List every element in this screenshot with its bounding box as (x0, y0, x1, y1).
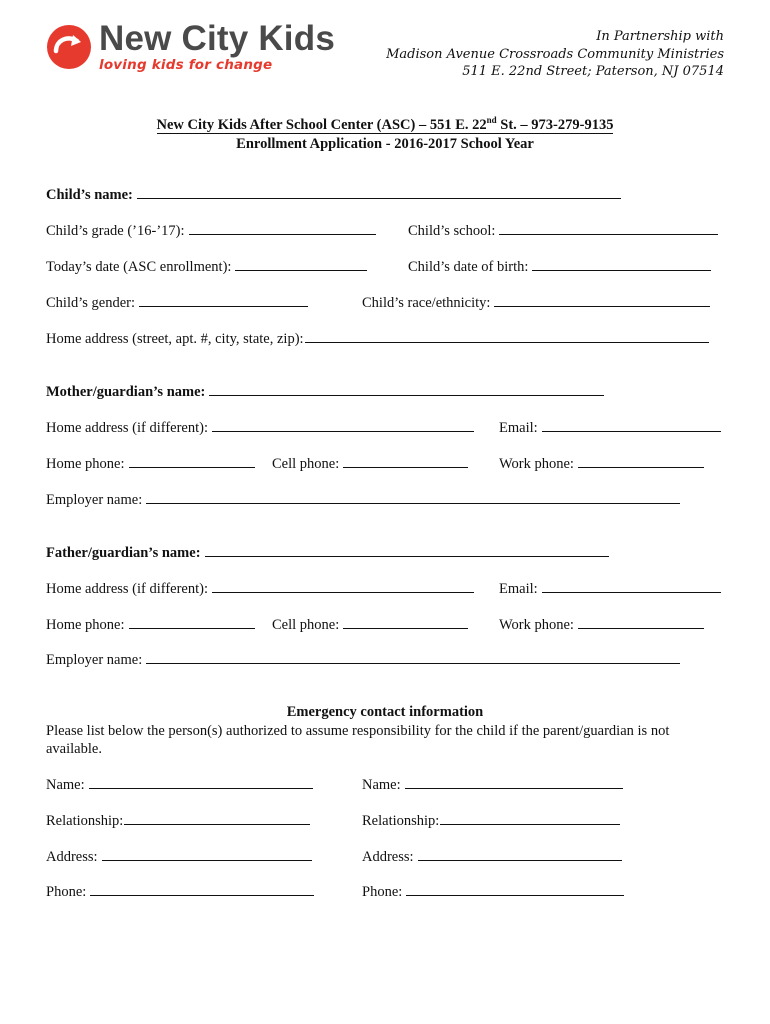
mother-employer-input[interactable] (146, 502, 680, 504)
mother-name-field (46, 384, 604, 401)
mother-email-field (499, 420, 721, 437)
child-name-input[interactable] (137, 197, 621, 199)
mother-home-phone-input[interactable] (129, 466, 255, 468)
emergency-2-relationship-label: Relationship: (362, 813, 440, 829)
mother-home-phone-label: Home phone: (46, 456, 125, 472)
emergency-2-phone-field (362, 884, 624, 901)
father-home-phone-field (46, 617, 255, 634)
emergency-2-phone-label: Phone: (362, 884, 403, 900)
father-cell-phone-input[interactable] (343, 627, 468, 629)
child-grade-input[interactable] (189, 233, 376, 235)
emergency-1-phone-field (46, 884, 314, 901)
title-line-1-tail: St. – 973-279-9135 (496, 117, 614, 133)
mother-name-label: Mother/guardian’s name: (46, 384, 206, 400)
father-name-input[interactable] (205, 555, 609, 557)
partner-line-1: In Partnership with (596, 29, 724, 44)
child-school-input[interactable] (499, 233, 718, 235)
father-home-phone-input[interactable] (129, 627, 255, 629)
partner-line-3: 511 E. 22nd Street; Paterson, NJ 07514 (462, 64, 724, 79)
emergency-2-address-label: Address: (362, 849, 414, 865)
emergency-2-relationship-field (362, 813, 620, 830)
today-date-input[interactable] (235, 269, 367, 271)
mother-work-phone-input[interactable] (578, 466, 704, 468)
mother-work-phone-label: Work phone: (499, 456, 574, 472)
emergency-1-name-label: Name: (46, 777, 85, 793)
child-race-field (362, 295, 710, 312)
father-name-label: Father/guardian’s name: (46, 545, 201, 561)
father-employer-input[interactable] (146, 662, 680, 664)
mother-email-label: Email: (499, 420, 538, 436)
emergency-2-name-label: Name: (362, 777, 401, 793)
father-work-phone-field (499, 617, 704, 634)
child-address-input[interactable] (305, 341, 709, 343)
father-address-label: Home address (if different): (46, 581, 208, 597)
mother-cell-phone-input[interactable] (343, 466, 468, 468)
emergency-1-relationship-label: Relationship: (46, 813, 124, 829)
child-race-input[interactable] (494, 305, 710, 307)
emergency-heading: Emergency contact information (286, 704, 484, 720)
brand-name: New City Kids (99, 19, 335, 58)
mother-cell-phone-field (272, 456, 468, 473)
mother-cell-phone-label: Cell phone: (272, 456, 340, 472)
child-grade-field (46, 223, 376, 240)
father-email-label: Email: (499, 581, 538, 597)
title-line-2: Enrollment Application - 2016-2017 School Year (236, 136, 534, 152)
emergency-2-name-field (362, 777, 623, 794)
partner-info (386, 28, 724, 81)
emergency-1-phone-input[interactable] (90, 894, 314, 896)
partner-line-2: Madison Avenue Crossroads Community Ministries (386, 46, 724, 62)
child-address-label: Home address (street, apt. #, city, state, zip): (46, 331, 304, 347)
mother-name-input[interactable] (209, 394, 604, 396)
father-address-field (46, 581, 474, 598)
child-school-field (408, 223, 718, 240)
mother-address-label: Home address (if different): (46, 420, 208, 436)
emergency-1-address-input[interactable] (102, 859, 312, 861)
emergency-1-address-field (46, 849, 312, 866)
father-work-phone-label: Work phone: (499, 617, 574, 633)
title-line-1-sup: nd (486, 115, 497, 125)
emergency-1-name-input[interactable] (89, 787, 313, 789)
logo-icon (46, 24, 92, 70)
emergency-1-name-field (46, 777, 313, 794)
mother-address-input[interactable] (212, 430, 474, 432)
mother-employer-field (46, 492, 680, 509)
child-dob-input[interactable] (532, 269, 711, 271)
father-email-field (499, 581, 721, 598)
emergency-2-address-field (362, 849, 622, 866)
emergency-1-relationship-field (46, 813, 310, 830)
father-cell-phone-label: Cell phone: (272, 617, 340, 633)
title-line-1 (157, 117, 614, 134)
emergency-2-name-input[interactable] (405, 787, 623, 789)
child-dob-field (408, 259, 711, 276)
father-email-input[interactable] (542, 591, 721, 593)
father-home-phone-label: Home phone: (46, 617, 125, 633)
title-line-1-text: New City Kids After School Center (ASC) – 551 E. 22 (156, 117, 487, 133)
father-address-input[interactable] (212, 591, 474, 593)
father-work-phone-input[interactable] (578, 627, 704, 629)
father-name-field (46, 545, 609, 562)
brand-tagline: loving kids for change (99, 57, 273, 73)
father-cell-phone-field (272, 617, 468, 634)
father-employer-label: Employer name: (46, 652, 143, 668)
today-date-label: Today’s date (ASC enrollment): (46, 259, 232, 275)
child-race-label: Child’s race/ethnicity: (362, 295, 491, 311)
child-school-label: Child’s school: (408, 223, 496, 239)
child-name-field (46, 187, 621, 204)
emergency-instructions: Please list below the person(s) authorized to assume responsibility for the child if the parent/guardian is not available. (46, 723, 670, 757)
child-gender-field (46, 295, 308, 312)
mother-employer-label: Employer name: (46, 492, 143, 508)
emergency-1-relationship-input[interactable] (124, 823, 310, 825)
emergency-2-phone-input[interactable] (406, 894, 624, 896)
father-employer-field (46, 652, 680, 669)
child-address-field (46, 331, 709, 348)
today-date-field (46, 259, 367, 276)
form-title (0, 116, 770, 154)
child-grade-label: Child’s grade (’16-’17): (46, 223, 185, 239)
mother-work-phone-field (499, 456, 704, 473)
mother-home-phone-field (46, 456, 255, 473)
emergency-1-address-label: Address: (46, 849, 98, 865)
emergency-1-phone-label: Phone: (46, 884, 87, 900)
emergency-2-relationship-input[interactable] (440, 823, 620, 825)
mother-email-input[interactable] (542, 430, 721, 432)
child-gender-input[interactable] (139, 305, 308, 307)
mother-address-field (46, 420, 474, 437)
child-name-label: Child’s name: (46, 187, 133, 203)
emergency-2-address-input[interactable] (418, 859, 622, 861)
child-gender-label: Child’s gender: (46, 295, 136, 311)
child-dob-label: Child’s date of birth: (408, 259, 529, 275)
